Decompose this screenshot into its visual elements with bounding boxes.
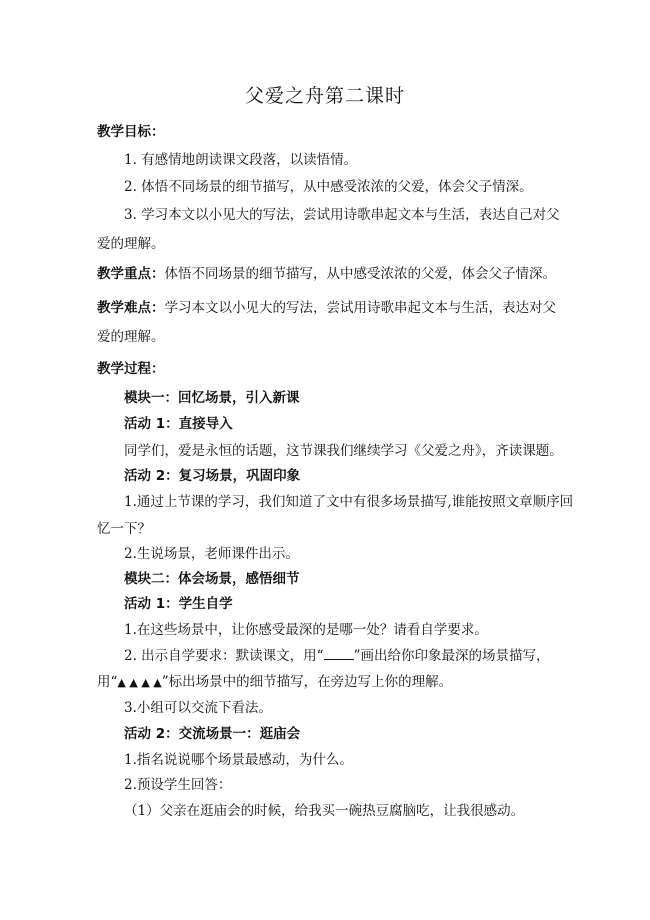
key-point-label: 教学重点： (97, 266, 165, 282)
module-2-activity-2-para-2: 2.预设学生回答： (124, 777, 232, 793)
module-2-activity-2-para-1: 1.指名说说哪个场景最感动，为什么。 (124, 752, 353, 768)
module-2-activity-1-para-2 (124, 646, 549, 666)
objective-item-2: 2. 体悟不同场景的细节描写，从中感受浓浓的父爱，体会父子情深。 (124, 179, 533, 195)
process-heading: 教学过程： (97, 361, 165, 377)
module-2-activity-1-para-2-cont (97, 672, 452, 693)
difficulty-label: 教学难点： (97, 300, 165, 316)
para-2-cont-suffix: ”标出场景中的细节描写，在旁边写上你的理解。 (161, 674, 453, 690)
key-point-text: 体悟不同场景的细节描写，从中感受浓浓的父爱，体会父子情深。 (164, 266, 556, 282)
difficulty-text: 学习本文以小见大的写法，尝试用诗歌串起文本与生活，表达对父 (164, 300, 556, 316)
document-title: 父爱之舟第二课时 (244, 85, 405, 107)
module-1-activity-1-text: 同学们，爱是永恒的话题，这节课我们继续学习《父爱之舟》，齐读课题。 (124, 443, 563, 459)
triangle-marks: ▲ ▲ ▲ ▲ (117, 676, 162, 689)
para-2-cont-prefix: 用“ (97, 674, 118, 690)
module-2-activity-2-para-3: （1）父亲在逛庙会的时候，给我买一碗热豆腐脑吃，让我很感动。 (124, 803, 525, 819)
module-2-activity-1-para-3: 3.小组可以交流下看法。 (124, 700, 272, 716)
objective-item-3-cont: 爱的理解。 (97, 236, 165, 252)
objectives-heading: 教学目标： (97, 124, 165, 140)
module-1-activity-2-para-2: 2.生说场景，老师课件出示。 (124, 546, 299, 562)
module-1-heading: 模块一：回忆场景，引入新课 (124, 390, 300, 406)
underline-blank (324, 647, 354, 660)
objective-item-3: 3. 学习本文以小见大的写法，尝试用诗歌串起文本与生活，表达自己对父 (124, 207, 560, 223)
objective-item-1: 1. 有感情地朗读课文段落，以读悟情。 (124, 152, 358, 168)
module-1-activity-2: 活动 2：复习场景，巩固印象 (124, 468, 301, 484)
difficulty (97, 298, 556, 318)
para-2-suffix: ”画出给你印象最深的场景描写， (353, 648, 550, 664)
key-point (97, 264, 556, 284)
module-1-activity-2-para-1: 1.通过上节课的学习，我们知道了文中有很多场景描写,谁能按照文章顺序回 (124, 494, 574, 510)
module-2-activity-1-para-1: 1.在这些场景中，让你感受最深的是哪一处？请看自学要求。 (124, 622, 488, 638)
module-2-activity-2: 活动 2：交流场景一：逛庙会 (124, 726, 301, 742)
module-2-heading: 模块二：体会场景，感悟细节 (124, 571, 300, 587)
para-2-prefix: 2. 出示自学要求：默读课文，用“ (124, 648, 324, 664)
module-1-activity-2-para-1-cont: 忆一下？ (97, 521, 151, 537)
module-2-activity-1: 活动 1：学生自学 (124, 596, 233, 612)
module-1-activity-1: 活动 1：直接导入 (124, 416, 233, 432)
difficulty-text-cont: 爱的理解。 (97, 329, 165, 345)
